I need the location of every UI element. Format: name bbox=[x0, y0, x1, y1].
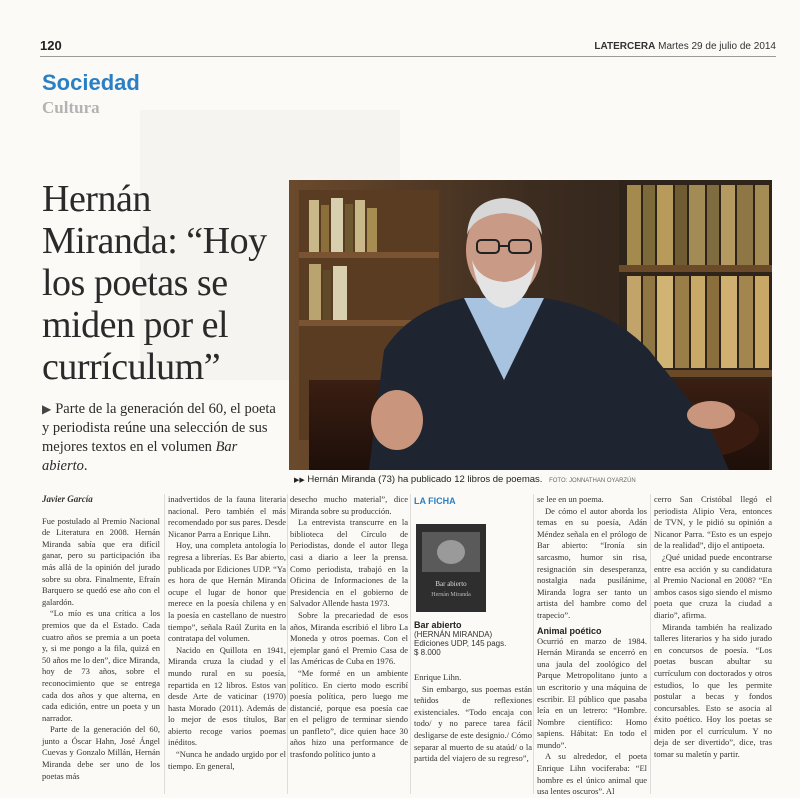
paragraph: Ocurrió en marzo de 1984. Hernán Miranda se encerró en una jaula del zoológico del Parque Metropolitano junto a un escritorio y una máquina de escribir. El público que pasaba leía en un letrero: “Hombre. Nombre científico: Homo sapiens. Hábitat: En todo el mundo”. bbox=[537, 635, 647, 750]
paragraph: ¿Qué unidad puede encontrarse entre esa acción y su candidatura al Premio Nacional en 2008? “En ambos casos sigo siendo el mismo poeta que cruza la ciudad a diario”, afirma. bbox=[654, 551, 772, 620]
triangle-bullet-icon: ▶ bbox=[42, 402, 52, 416]
column-divider bbox=[287, 494, 288, 794]
paragraph: inadvertidos de la fauna literaria nacional. Pero también el más recomendado por sus pares. Desde Nicanor Parra a Enrique Lihn. bbox=[168, 494, 286, 539]
cover-title: Bar abierto bbox=[435, 580, 467, 588]
paragraph: Fue postulado al Premio Nacional de Literatura en 2008. Hernán Miranda sabía que era difícil ganar, pero su participación iba más allá de la opinión del jurado sobre su obra. Finalmente, Efraín Barquero se quedó ese año con el galardón. bbox=[42, 515, 160, 607]
paragraph: Parte de la generación del 60, junto a Óscar Hahn, José Ángel Cuevas y Gonzalo Millán, Hernán Miranda debe ser uno de los poetas más bbox=[42, 724, 160, 781]
newspaper-name: LATERCERA bbox=[594, 41, 656, 52]
photo-caption bbox=[294, 474, 774, 485]
article-column-5 bbox=[537, 494, 647, 798]
book-title: Bar abierto bbox=[414, 620, 462, 630]
book-author: (HERNÁN MIRANDA) bbox=[414, 630, 493, 639]
paragraph: Enrique Lihn. bbox=[414, 672, 462, 682]
paragraph: desecho mucho material”, dice Miranda sobre su producción. bbox=[290, 494, 408, 516]
book-publisher: Ediciones UDP, 145 pags. bbox=[414, 639, 507, 648]
paragraph: Nacido en Quillota en 1941, Miranda cruza la ciudad y el mundo rural en su poesía, repartida en 12 libros. Estos van desde Arte de vaticinar (1970) hasta Morado (2011). Además de lo mejor de esos títulos, Bar abierto recoge varios poemas inéditos. bbox=[168, 644, 286, 748]
paragraph: “Me formé en un ambiente político. En cierto modo escribí poesía política, pero luego me distancié, porque esa poesía cae en el peligro de terminar siendo un panfleto”, dice quien hace 30 años hizo una performance de trasfondo político junto a bbox=[290, 667, 408, 760]
article-column-2 bbox=[168, 494, 286, 772]
book-cover-art bbox=[416, 524, 486, 612]
issue-date: Martes 29 de julio de 2014 bbox=[658, 41, 776, 52]
photo-credit: FOTO: JONNATHAN OYARZÚN bbox=[549, 478, 636, 484]
caption-arrow-icon: ▶▶ bbox=[294, 477, 305, 484]
paragraph: cerro San Cristóbal llegó el periodista Alipio Vera, entonces de TVN, y le pidió su opinión a Nicanor Parra. “Esto es un espejo de la realidad”, dijo el antipoeta. bbox=[654, 494, 772, 551]
paragraph: Sin embargo, sus poemas están teñidos de reflexiones existenciales. “Todo encaja con todo/ y no parece tarea fácil desligarse de este designio./ Cómo separar al muerto de su ataúd/ o la partida del viajero de su regreso”, bbox=[414, 683, 532, 764]
lead-text: Parte de la generación del 60, el poeta y periodista reúne una selección de sus mejores textos en el volumen bbox=[42, 401, 276, 455]
page-header bbox=[40, 38, 776, 57]
paragraph: Miranda también ha realizado talleres literarios y ha sido jurado en concursos de poesía. “Los poetas buscan abultar su currículum con doctorados y otros estudios, lo que les permite postular a becas y fondos concursables. Esto se asocia al éxito poético. Hoy los poetas se miden por el currículum. Y no deja de ser divertido”, dice, tras tomar su maletín y partir. bbox=[654, 621, 772, 760]
paragraph: La entrevista transcurre en la biblioteca del Círculo de Periodistas, donde el autor llega casi a diario a leer la prensa. Como periodista, trabajó en la Oficina de Informaciones de la Presidencia en el gobierno de Salvador Allende hasta 1973. bbox=[290, 517, 408, 609]
byline: Javier García bbox=[42, 494, 93, 504]
paragraph: A su alrededor, el poeta Enrique Lihn vociferaba: “El hombre es el único animal que usa lentes oscuros”. Al bbox=[537, 751, 647, 797]
column-divider bbox=[533, 494, 534, 794]
article-column-6 bbox=[654, 494, 772, 761]
book-info-box bbox=[414, 494, 530, 657]
subsection-title: Cultura bbox=[42, 98, 100, 117]
ficha-label: LA FICHA bbox=[414, 496, 456, 506]
book-price: $ 8.000 bbox=[414, 648, 441, 657]
lead-book-title: Bar abierto bbox=[42, 439, 238, 474]
book-cover-image bbox=[416, 524, 486, 612]
paragraph: se lee en un poema. bbox=[537, 494, 604, 504]
newspaper-dateline bbox=[594, 41, 776, 52]
section-subhead: Animal poético bbox=[537, 625, 602, 636]
page-number: 120 bbox=[40, 38, 62, 53]
column-divider bbox=[650, 494, 651, 794]
section-title: Sociedad bbox=[42, 70, 140, 95]
column-divider bbox=[164, 494, 165, 794]
caption-text: Hernán Miranda (73) ha publicado 12 libros de poemas. bbox=[307, 474, 543, 485]
article-headline: Hernán Miranda: “Hoy los poetas se miden por el currículum” bbox=[42, 178, 267, 388]
cover-author: Hernán Miranda bbox=[431, 592, 471, 598]
paragraph: “Nunca he andado urgido por el tiempo. En general, bbox=[168, 749, 286, 771]
article-lead bbox=[42, 400, 282, 476]
paragraph: De cómo el autor aborda los temas en su poesía, Adán Méndez señala en el prólogo de Bar abierto: “Ironía sin sarcasmo, humor sin risa, resignación sin desesperanza, nostalgia nada pusilánime, Miranda logra ser tanto un artista del hambre como del trapecio”. bbox=[537, 505, 647, 620]
article-column-3 bbox=[290, 494, 408, 761]
paragraph: Sobre la precariedad de esos años, Miranda escribió el libro La Moneda y otros poemas. Con el ejemplar ganó el Premio Casa de las Américas de Cuba en 1976. bbox=[290, 609, 408, 667]
article-column-4 bbox=[414, 672, 532, 765]
article-photo bbox=[289, 180, 772, 470]
column-divider bbox=[410, 494, 411, 794]
portrait-illustration bbox=[289, 180, 772, 470]
paragraph: “Lo mío es una crítica a los premios que da el Estado. Cada cuatro años se premia a un poeta y, si me pongo a la fila, quizá en 50 años me lo den”, dice Miranda, hoy de 73 años, sobre el reconocimiento que se entrega cada dos años y que alterna, en cada edición, entre un poeta y un narrador. bbox=[42, 608, 160, 723]
article-column-1 bbox=[42, 494, 160, 782]
lead-end: . bbox=[83, 458, 88, 474]
paragraph: Hoy, una completa antología lo regresa a librerías. Es Bar abierto, publicada por Ediciones UDP. “Ya es hora de que Hernán Miranda ocupe el lugar de honor que merece en la poesía chilena y en la poesía en castellano de nuestro tiempo”, señala Raúl Zurita en la contratapa del volumen. bbox=[168, 540, 286, 644]
